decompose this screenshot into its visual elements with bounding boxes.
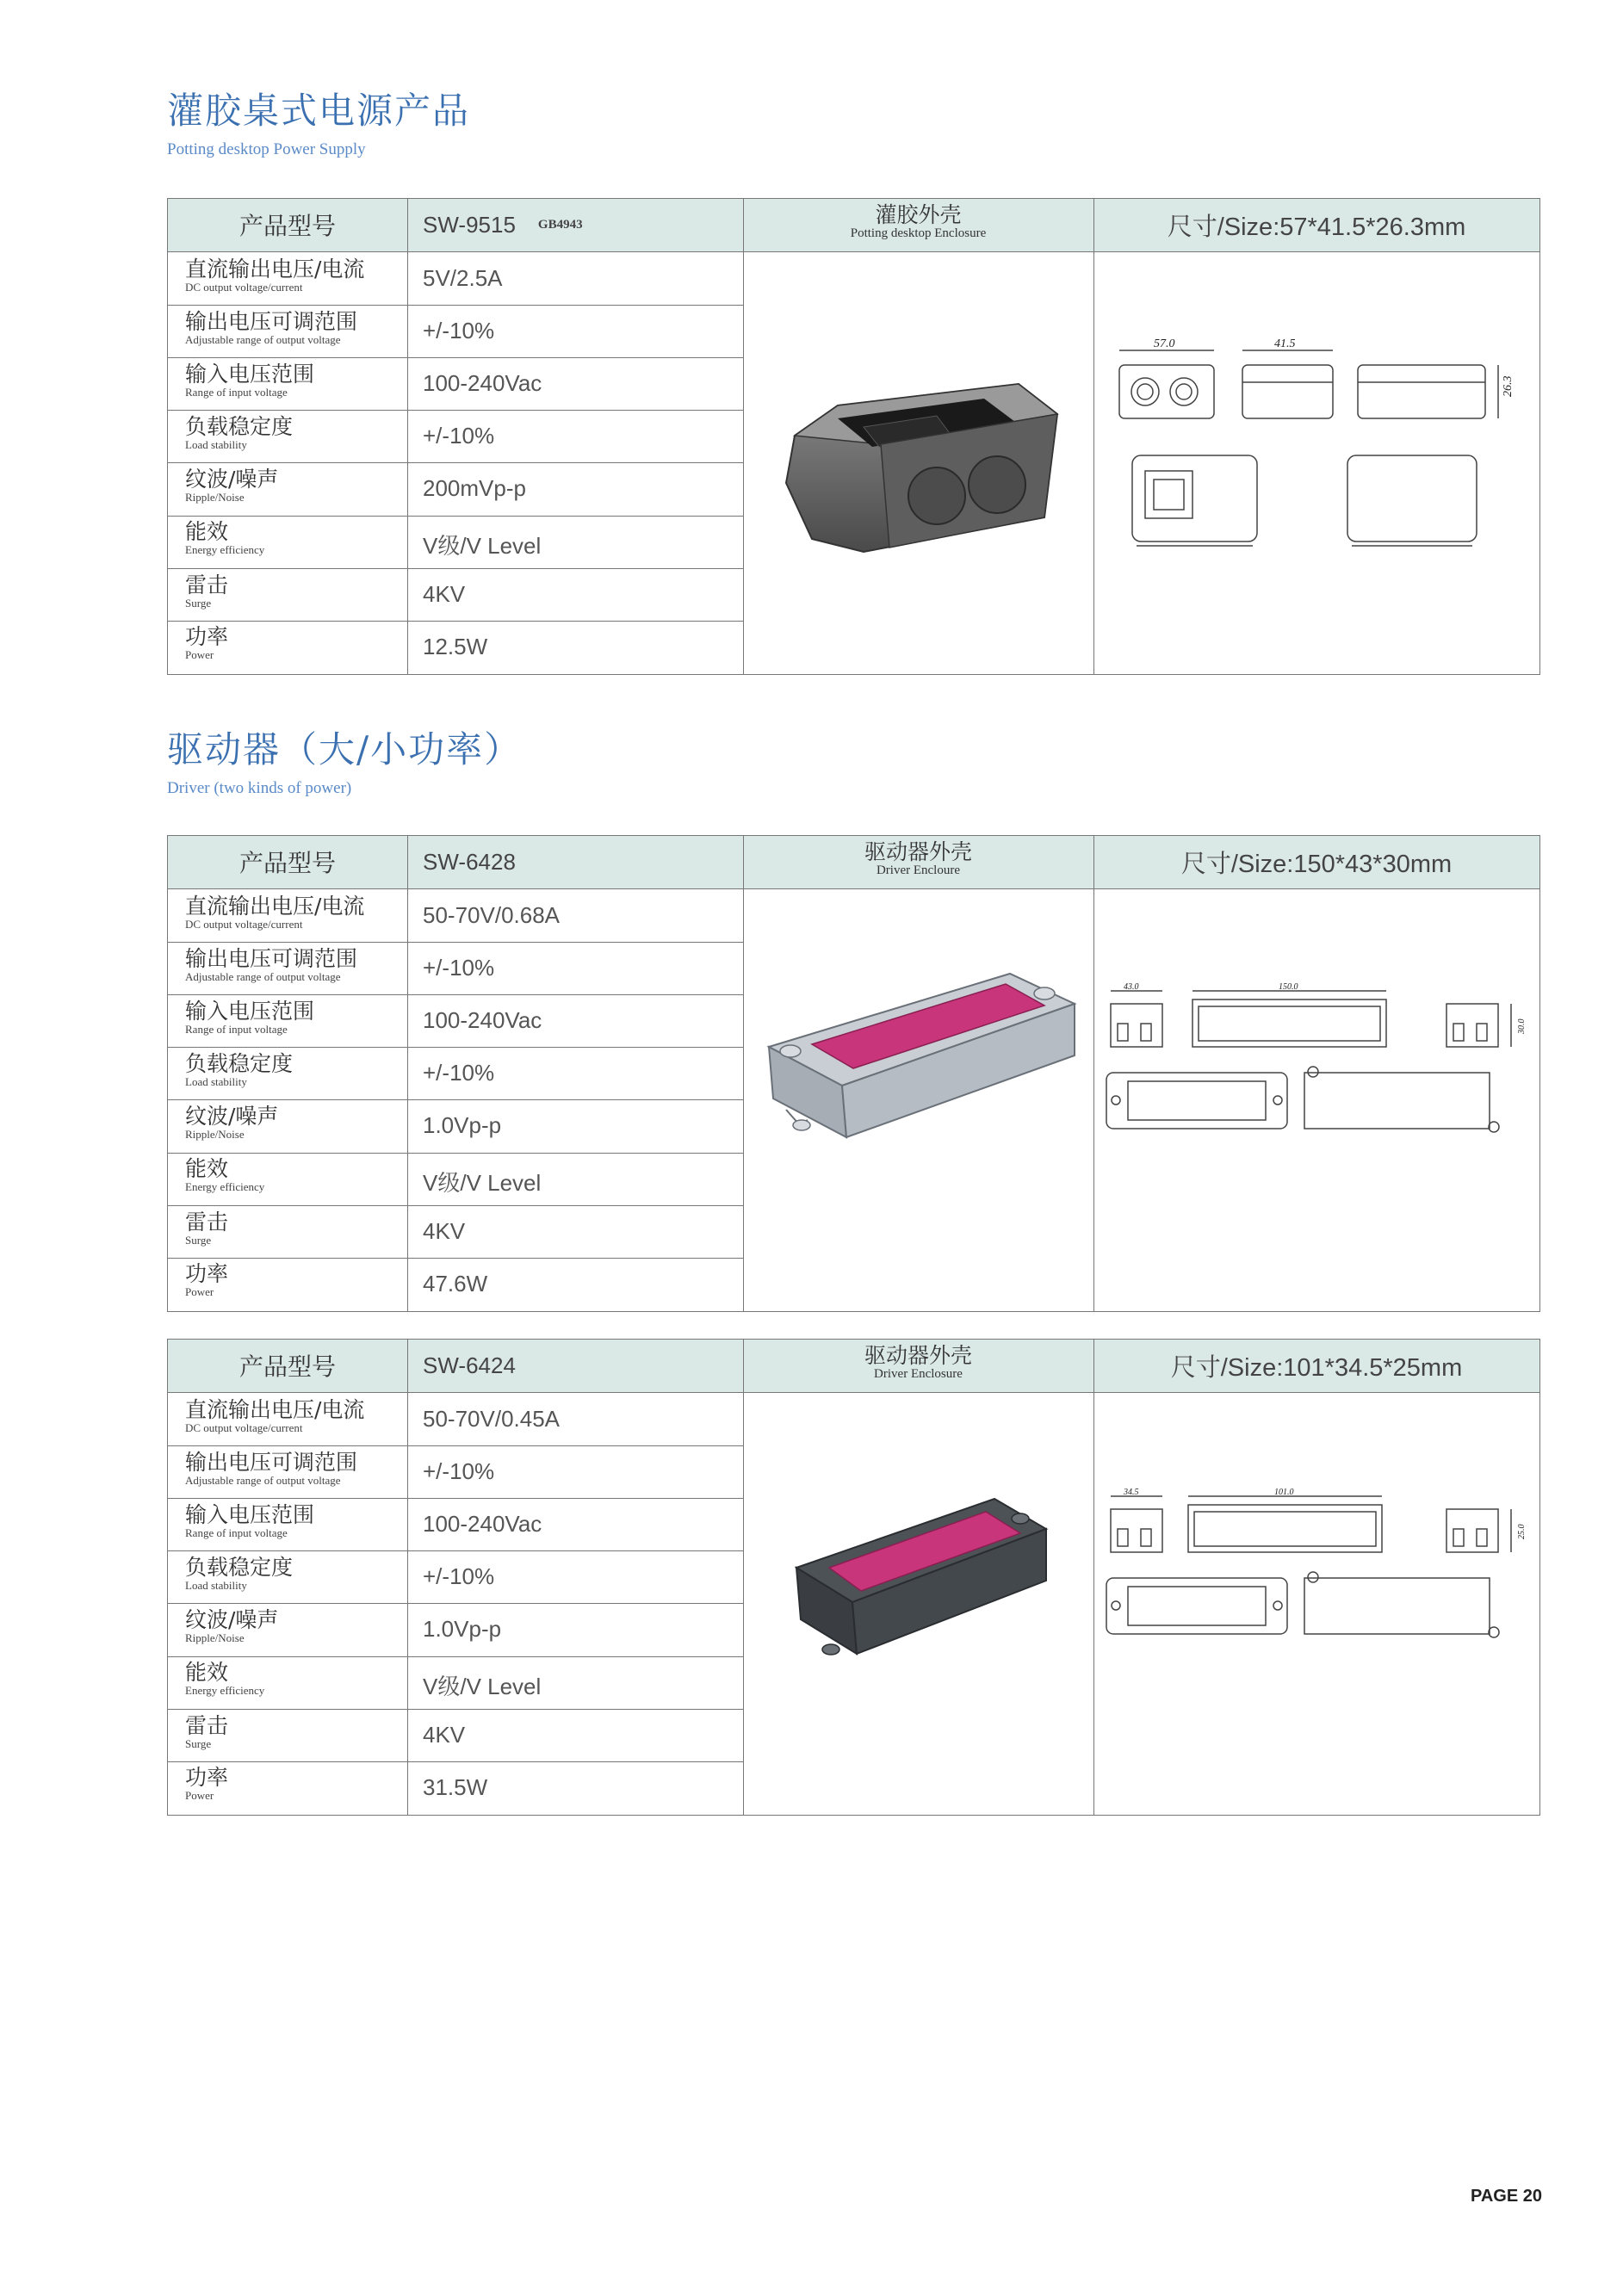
section-title: 灌胶桌式电源产品 [167, 90, 471, 132]
row-label-dc-output: 直流输出电压/电流 DC output voltage/current [185, 1397, 365, 1434]
value-adjustable: +/-10% [423, 318, 495, 343]
value-power: 12.5W [423, 634, 488, 659]
size-heading: 尺寸/Size:101*34.5*25mm [1170, 1353, 1463, 1382]
dim-height: 25.0 [1517, 1524, 1527, 1539]
value-load: +/-10% [423, 423, 495, 449]
section-subtitle: Potting desktop Power Supply [167, 140, 366, 158]
enclosure-heading: 灌胶外壳 Potting desktop Enclosure [850, 202, 987, 240]
row-label-efficiency: 能效 Energy efficiency [185, 1156, 265, 1193]
model-number: SW-9515 GB4943 [423, 211, 583, 238]
table-header [168, 199, 1539, 252]
row-label-power: 功率 Power [185, 624, 229, 661]
standard-number: GB4943 [537, 217, 583, 232]
row-label-load: 负载稳定度 Load stability [185, 1051, 294, 1088]
row-label-input: 输入电压范围 Range of input voltage [185, 362, 315, 399]
dimension-drawing [1106, 335, 1528, 593]
dimension-drawing [1102, 982, 1533, 1137]
dim-width: 34.5 [1124, 1488, 1139, 1497]
row-label-ripple: 纹波/噪声 Ripple/Noise [185, 1104, 279, 1141]
model-label: 产品型号 [238, 1352, 336, 1381]
spec-table-sw6428 [167, 835, 1540, 1312]
row-label-adjustable: 输出电压可调范围 Adjustable range of output voltage [185, 946, 358, 983]
row-label-power: 功率 Power [185, 1261, 229, 1298]
value-input: 100-240Vac [423, 1511, 542, 1537]
dim-width: 41.5 [1274, 337, 1296, 350]
table-header [168, 1340, 1539, 1393]
dim-width: 43.0 [1124, 982, 1139, 992]
size-heading: 尺寸/Size:150*43*30mm [1180, 850, 1453, 878]
value-ripple: 1.0Vp-p [423, 1112, 502, 1138]
value-efficiency: V级/V Level [423, 1674, 542, 1699]
dim-length: 150.0 [1279, 982, 1298, 992]
value-power: 47.6W [423, 1271, 488, 1297]
value-efficiency: V级/V Level [423, 533, 542, 559]
section-subtitle: Driver (two kinds of power) [167, 779, 352, 797]
section-title: 驱动器（大/小功率） [167, 728, 523, 770]
row-label-dc-output: 直流输出电压/电流 DC output voltage/current [185, 894, 365, 931]
spec-table-sw6424 [167, 1339, 1540, 1816]
spec-table-sw9515 [167, 198, 1540, 675]
value-surge: 4KV [423, 1722, 466, 1748]
row-label-input: 输入电压范围 Range of input voltage [185, 999, 315, 1036]
page-number: PAGE 20 [1471, 2187, 1542, 2206]
row-label-efficiency: 能效 Energy efficiency [185, 519, 265, 556]
row-label-power: 功率 Power [185, 1765, 229, 1802]
value-adjustable: +/-10% [423, 955, 495, 981]
dim-height: 26.3 [1502, 375, 1515, 397]
value-adjustable: +/-10% [423, 1458, 495, 1484]
value-surge: 4KV [423, 581, 466, 607]
value-power: 31.5W [423, 1774, 488, 1800]
enclosure-heading: 驱动器外壳 Driver Encloure [864, 839, 972, 877]
row-label-input: 输入电压范围 Range of input voltage [185, 1502, 315, 1539]
row-label-adjustable: 输出电压可调范围 Adjustable range of output voltage [185, 1450, 358, 1487]
driver-enclosure-image [760, 965, 1087, 1163]
model-number: SW-6428 [423, 848, 516, 875]
table-header [168, 836, 1539, 889]
value-input: 100-240Vac [423, 370, 542, 396]
row-label-load: 负载稳定度 Load stability [185, 414, 294, 451]
dim-height: 30.0 [1517, 1018, 1527, 1034]
row-label-ripple: 纹波/噪声 Ripple/Noise [185, 1607, 279, 1644]
value-ripple: 1.0Vp-p [423, 1616, 502, 1642]
row-label-dc-output: 直流输出电压/电流 DC output voltage/current [185, 257, 365, 294]
row-label-load: 负载稳定度 Load stability [185, 1555, 294, 1592]
value-dc-output: 50-70V/0.45A [423, 1406, 561, 1432]
model-label: 产品型号 [238, 849, 336, 877]
row-label-surge: 雷击 Surge [185, 1210, 229, 1247]
size-heading: 尺寸/Size:57*41.5*26.3mm [1167, 213, 1466, 241]
value-load: +/-10% [423, 1563, 495, 1589]
value-dc-output: 50-70V/0.68A [423, 902, 561, 928]
dim-length: 57.0 [1154, 337, 1175, 350]
value-ripple: 200mVp-p [423, 475, 526, 501]
driver-enclosure-image [788, 1486, 1063, 1675]
value-surge: 4KV [423, 1218, 466, 1244]
value-input: 100-240Vac [423, 1007, 542, 1033]
dimension-drawing [1102, 1488, 1533, 1643]
value-load: +/-10% [423, 1060, 495, 1086]
potting-enclosure-image [760, 345, 1079, 603]
enclosure-heading: 驱动器外壳 Driver Enclosure [864, 1343, 972, 1381]
value-dc-output: 5V/2.5A [423, 265, 503, 291]
dim-length: 101.0 [1274, 1488, 1294, 1497]
row-label-efficiency: 能效 Energy efficiency [185, 1660, 265, 1697]
row-label-surge: 雷击 Surge [185, 1713, 229, 1750]
value-efficiency: V级/V Level [423, 1170, 542, 1196]
row-label-surge: 雷击 Surge [185, 572, 229, 610]
row-label-ripple: 纹波/噪声 Ripple/Noise [185, 467, 279, 504]
model-number: SW-6424 [423, 1352, 516, 1378]
row-label-adjustable: 输出电压可调范围 Adjustable range of output voltage [185, 309, 358, 346]
model-label: 产品型号 [238, 212, 336, 240]
